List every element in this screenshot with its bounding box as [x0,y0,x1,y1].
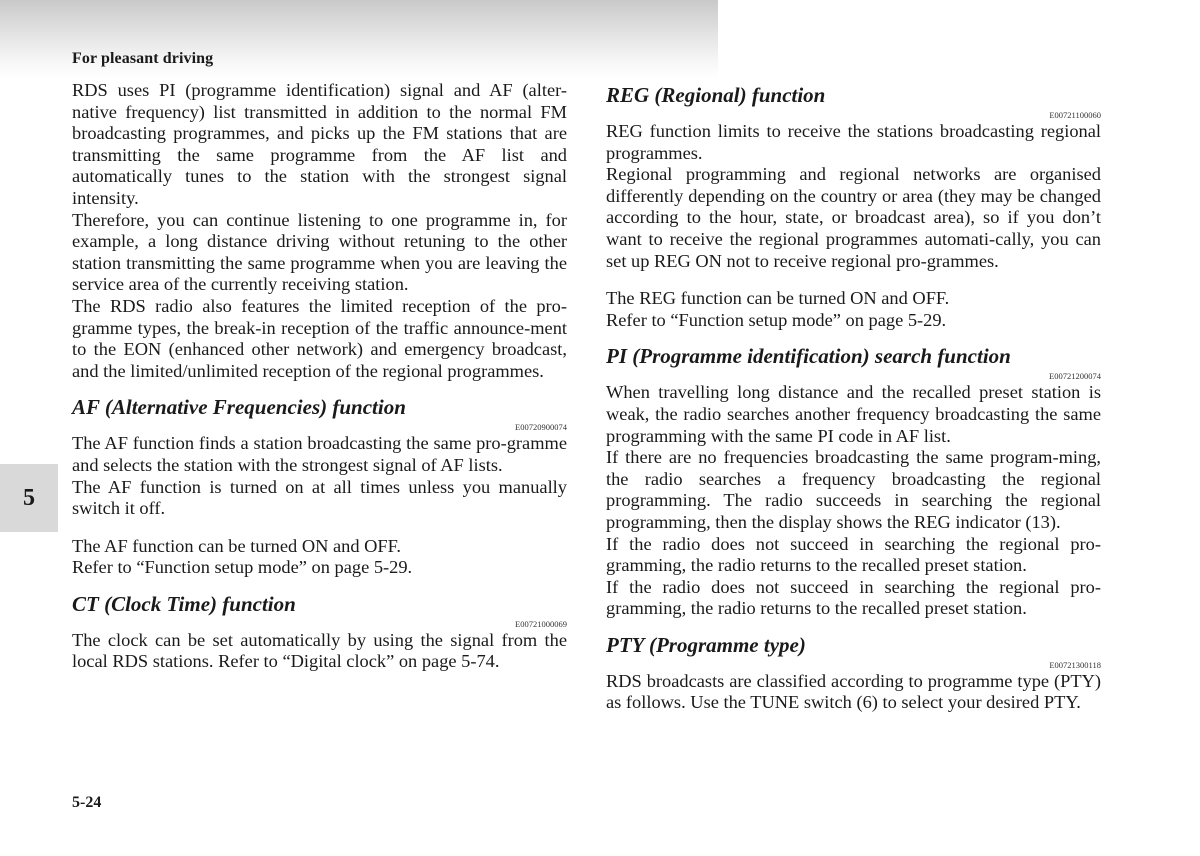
af-heading: AF (Alternative Frequencies) function [72,395,406,420]
reg-paragraph: Regional programming and regional networks are organised differently depending on the country or area (they may be changed according to the hour, state, or broadcast area), so if you don’t want to receive the regional programmes automati-cally, you can set up REG ON not to receive regional pro-grammes. [606,164,1101,271]
section-title: For pleasant driving [72,50,214,67]
af-code: E00720900074 [515,422,567,433]
pi-paragraph: If the radio does not succeed in searching the regional pro-gramming, the radio returns to the recalled preset station. [606,533,1101,576]
pty-code: E00721300118 [1049,659,1101,670]
intro-paragraph: RDS uses PI (programme identification) signal and AF (alter-native frequency) list transmitted in addition to the normal FM broadcasting programmes, and picks up the FM stations that are transmitting the same programme from the AF list and automatically tunes to the station with the strongest signal intensity. [72,80,567,208]
left-column [72,80,567,673]
af-paragraph: The AF function is turned on at all times unless you manually switch it off. [72,476,567,519]
ct-heading: CT (Clock Time) function [72,591,296,616]
reg-paragraph: The REG function can be turned ON and OFF. [606,288,950,309]
reg-paragraph: REG function limits to receive the stations broadcasting regional programmes. [606,121,1101,163]
chapter-tab: 5 [0,464,58,532]
pi-heading: PI (Programme identification) search function [606,344,1011,369]
pi-paragraph: If there are no frequencies broadcasting the same program-ming, the radio searches a frequency broadcasting the regional programming. The radio succeeds in searching the regional programming, then the display shows the REG indicator (13). [606,447,1101,532]
page-number: 5-24 [72,794,102,811]
right-column [606,82,1101,714]
ct-paragraph: The clock can be set automatically by using the signal from the local RDS stations. Refer to “Digital clock” on page 5-74. [72,629,567,672]
reg-heading: REG (Regional) function [606,83,826,107]
reg-code: E00721100060 [1049,110,1101,120]
af-paragraph: The AF function finds a station broadcasting the same pro-gramme and selects the station with the strongest signal of AF lists. [72,433,567,475]
pi-paragraph: If the radio does not succeed in searching the regional pro-gramming, the radio returns to the recalled preset station. [606,576,1101,619]
pty-heading: PTY (Programme type) [606,632,806,657]
reg-reference: Refer to “Function setup mode” on page 5-29. [606,309,947,330]
ct-code: E00721000069 [515,618,567,629]
pty-paragraph: RDS broadcasts are classified according to programme type (PTY) as follows. Use the TUNE switch (6) to select your desired PTY. [606,670,1101,713]
af-paragraph: The AF function can be turned ON and OFF. [72,535,401,556]
intro-paragraph: The RDS radio also features the limited reception of the pro-gramme types, the break-in reception of the traffic announce-ment to the EON (enhanced other network) and emergency broadcast, and the limited/unlimited reception of the regional programmes. [72,295,567,381]
pi-paragraph: When travelling long distance and the recalled preset station is weak, the radio searches another frequency broadcasting the same programming with the same PI code in AF list. [606,382,1101,446]
intro-paragraph: Therefore, you can continue listening to one programme in, for example, a long distance driving without retuning to the other station transmitting the same programme when you are leaving the service area of the currently receiving station. [72,209,567,295]
pi-code: E00721200074 [1049,371,1101,382]
af-reference: Refer to “Function setup mode” on page 5-29. [72,557,413,578]
